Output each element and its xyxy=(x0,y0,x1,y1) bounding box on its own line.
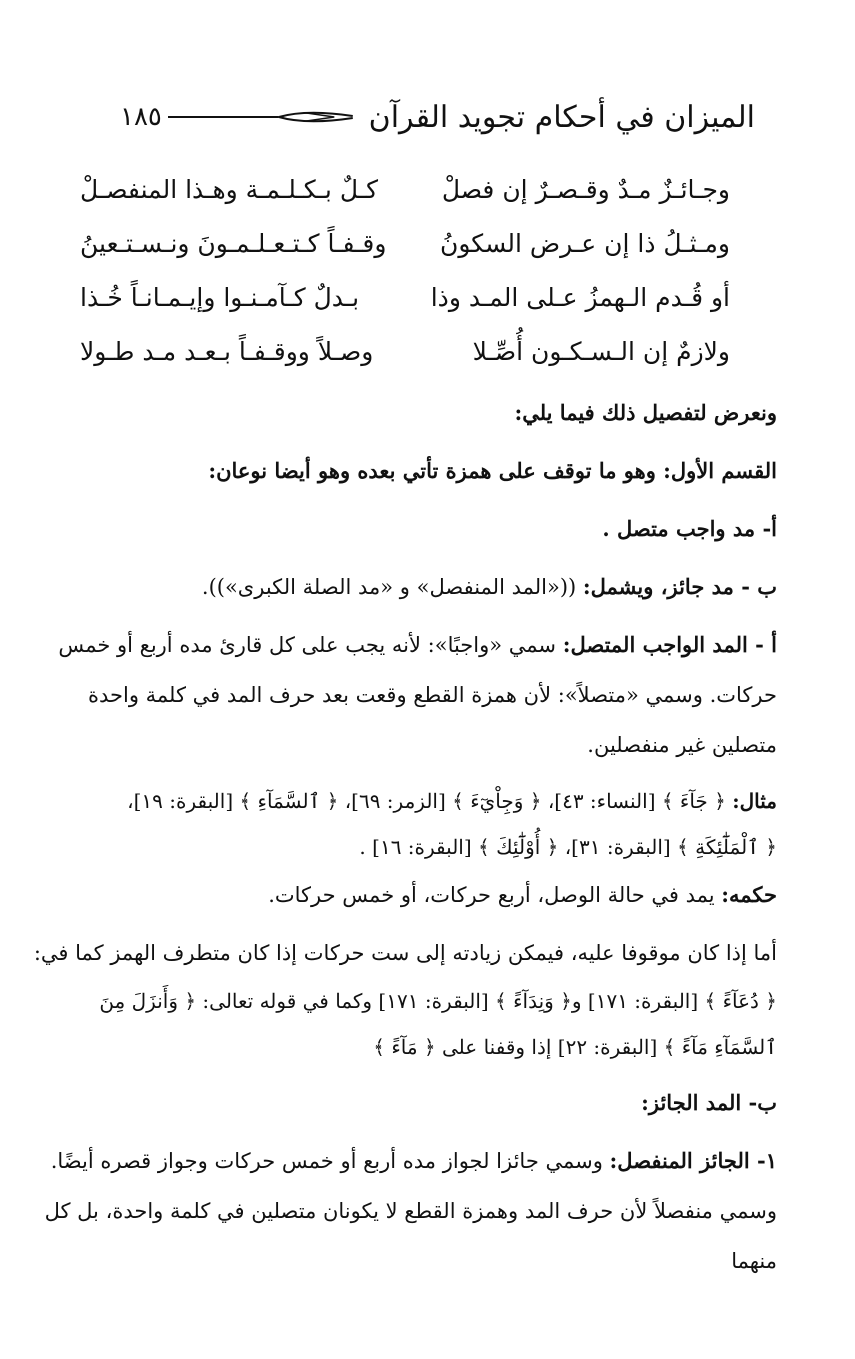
ornament-line-icon xyxy=(168,107,353,127)
rule-text: يمد في حالة الوصل، أربع حركات، أو خمس حركات. xyxy=(268,883,722,907)
example-line: ﴿ ٱلْمَلَٰٓئِكَةِ ﴾ [البقرة: ٣١]، ﴿ أُوْلَٰٓئِكَ ﴾ [البقرة: ١٦] . xyxy=(359,835,777,859)
section-one-label: القسم الأول: xyxy=(663,458,777,483)
verse-first-half: وجـائـزٌ مـدٌ وقـصـرٌ إن فصلْ xyxy=(441,174,730,204)
type-b-item xyxy=(28,562,777,612)
verse-second-half: وصـلاً ووقـفـاً بـعـد مـد طـولا xyxy=(80,336,374,366)
munfasil-label: ١- الجائز المنفصل: xyxy=(609,1148,777,1173)
stop-paragraph-line: أما إذا كان موقوفا عليه، فيمكن زيادته إلى ست حركات إذا كان متطرف الهمز كما في: xyxy=(33,941,777,965)
verse-first-half: ولازمٌ إن الـسـكـون أُصِّـلا xyxy=(472,336,730,366)
poem-verse xyxy=(80,270,730,324)
example-line xyxy=(28,778,777,824)
poem-block xyxy=(80,162,730,378)
poem-verse xyxy=(80,324,730,378)
book-title: الميزان في أحكام تجويد القرآن xyxy=(368,99,755,135)
type-a-item: أ- مد واجب متصل . xyxy=(602,516,777,541)
stop-paragraph-line: ٱلسَّمَآءِ مَآءً ﴾ [البقرة: ٢٢] إذا وقفنا على ﴿ مَآءً ﴾ xyxy=(373,1035,777,1059)
stop-paragraph-line: ﴿ دُعَآءً ﴾ [البقرة: ١٧١] و﴿ وَنِدَآءً ﴾ [البقرة: ١٧١] وكما في قوله تعالى: ﴿ وَأَنزَلَ مِنَ xyxy=(99,989,777,1013)
verse-first-half: أو قُـدم الـهمزُ عـلى المـد وذا xyxy=(430,282,730,312)
page-header xyxy=(120,92,755,142)
example-label: مثال: xyxy=(732,789,777,813)
verse-second-half: بـدلٌ كـآمـنـوا وإيـمـانـاً خُـذا xyxy=(80,282,360,312)
verse-first-half: ومـثـلُ ذا إن عـرض السكونُ xyxy=(440,228,730,258)
section-one-paragraph xyxy=(28,446,777,496)
page-number: ١٨٥ xyxy=(120,102,162,132)
section-one-text: وهو ما توقف على همزة تأتي بعده وهو أيضا نوعان: xyxy=(208,458,664,483)
rule-paragraph xyxy=(28,870,777,920)
munfasil-text-1: وسمي جائزا لجواز مده أربع أو خمس حركات وجواز قصره أيضًا. xyxy=(50,1149,610,1173)
type-b-text: ((«المد المنفصل» و «مد الصلة الكبرى»)). xyxy=(201,575,583,599)
munfasil-text-2: وسمي منفصلاً لأن حرف المد وهمزة القطع لا يكونان متصلين في كلمة واحدة، بل كل منهما xyxy=(44,1199,777,1273)
verse-second-half: كـلٌ بـكـلـمـة وهـذا المنفصـلْ xyxy=(80,174,378,204)
rule-label: حكمه: xyxy=(721,882,777,907)
verse-second-half: وقـفـاً كـتـعـلـمـونَ ونـسـتـعينُ xyxy=(80,228,387,258)
muttasil-text: سمي «واجبًا»: لأنه يجب على كل قارئ مده أربع أو خمس حركات. وسمي «متصلاً»: لأن همزة القطع وقعت بعد حرف المد في كلمة واحدة متصلين غير منفصلين. xyxy=(58,633,777,757)
jaiz-heading: ب- المد الجائز: xyxy=(641,1090,777,1115)
type-b-label: ب - مد جائز، ويشمل: xyxy=(582,574,777,599)
body-text xyxy=(28,388,777,1286)
example-text-1: ﴿ جَآءَ ﴾ [النساء: ٤٣]، ﴿ وَجِاْيٓءَ ﴾ [الزمر: ٦٩]، ﴿ ٱلسَّمَآءِ ﴾ [البقرة: ١٩]، xyxy=(127,789,733,813)
muttasil-paragraph xyxy=(28,620,777,770)
poem-verse xyxy=(80,216,730,270)
poem-verse xyxy=(80,162,730,216)
intro-paragraph: ونعرض لتفصيل ذلك فيما يلي: xyxy=(514,400,777,425)
muttasil-label: أ - المد الواجب المتصل: xyxy=(562,632,777,657)
munfasil-paragraph xyxy=(28,1136,777,1186)
